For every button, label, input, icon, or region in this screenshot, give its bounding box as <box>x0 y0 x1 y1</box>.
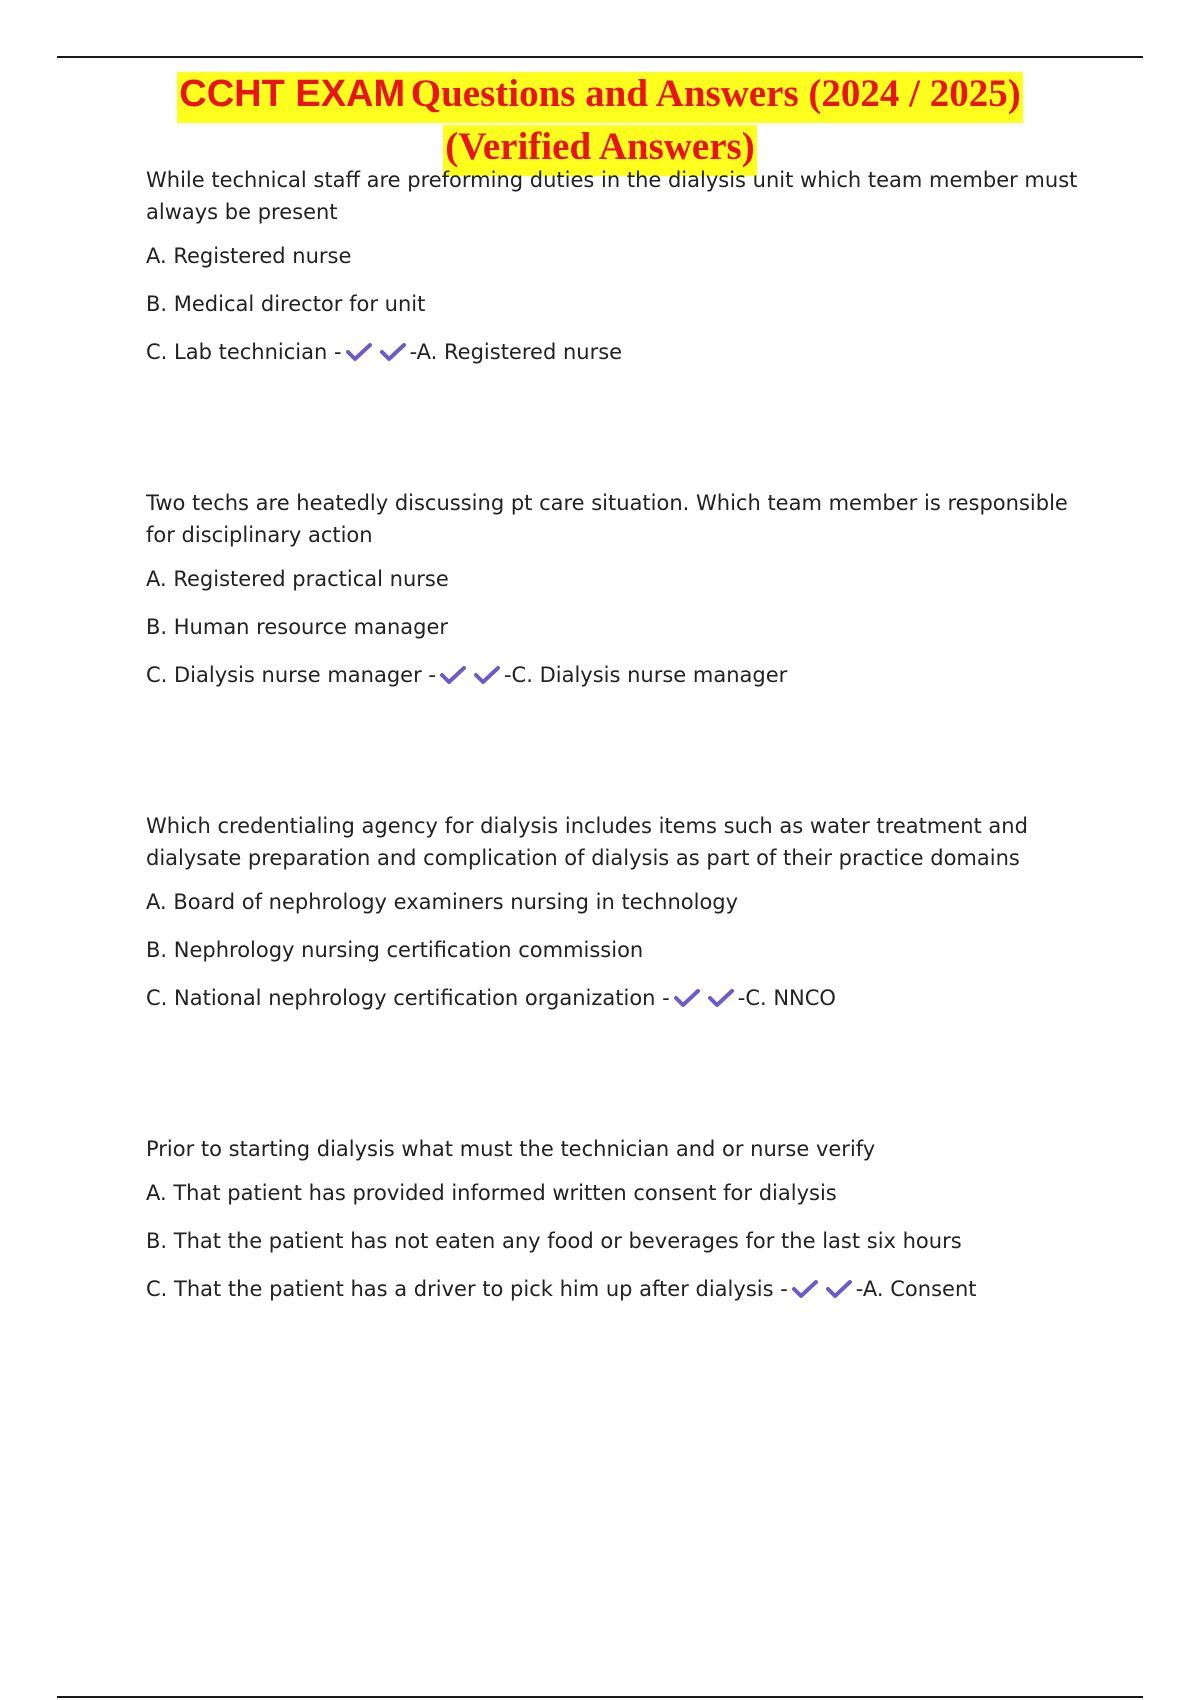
option-a: A. Registered nurse <box>146 244 352 268</box>
option-a: A. Registered practical nurse <box>146 567 449 591</box>
question-list <box>146 164 1096 1456</box>
title-exam-name: CCHT EXAM <box>179 73 406 115</box>
option-b: B. Medical director for unit <box>146 292 426 316</box>
answer-text: -A. Consent <box>855 1277 977 1301</box>
answer-text: -C. NNCO <box>737 986 836 1010</box>
option-c: C. National nephrology certification organization - <box>146 986 670 1010</box>
question-block <box>146 164 1096 487</box>
question-block <box>146 487 1096 810</box>
check-icon <box>707 987 735 1009</box>
answer-text: -A. Registered nurse <box>409 340 623 364</box>
check-icon <box>473 664 501 686</box>
option-c-with-answer <box>146 338 1096 366</box>
option-a: A. That patient has provided informed written consent for dialysis <box>146 1181 837 1205</box>
check-icon <box>345 341 373 363</box>
check-icon <box>673 987 701 1009</box>
option-b: B. Nephrology nursing certification commission <box>146 938 644 962</box>
question-block <box>146 1133 1096 1456</box>
option-c: C. Lab technician - <box>146 340 342 364</box>
title-subtitle: Questions and Answers (2024 / 2025) <box>410 72 1021 115</box>
title-line-1 <box>177 72 1022 123</box>
question-text: While technical staff are preforming duties in the dialysis unit which team member must always be present <box>146 168 1078 224</box>
option-c-with-answer <box>146 984 1096 1012</box>
question-text: Which credentialing agency for dialysis includes items such as water treatment and dialysate preparation and complication of dialysis as part of their practice domains <box>146 814 1028 870</box>
option-c-with-answer <box>146 661 1096 689</box>
check-icon <box>825 1278 853 1300</box>
bottom-rule <box>57 1696 1143 1698</box>
top-rule <box>57 56 1143 58</box>
option-b: B. That the patient has not eaten any food or beverages for the last six hours <box>146 1229 962 1253</box>
question-text: Two techs are heatedly discussing pt care situation. Which team member is responsible for disciplinary action <box>146 491 1068 547</box>
check-icon <box>379 341 407 363</box>
option-c: C. Dialysis nurse manager - <box>146 663 436 687</box>
option-c: C. That the patient has a driver to pick him up after dialysis - <box>146 1277 788 1301</box>
question-block <box>146 810 1096 1133</box>
option-b: B. Human resource manager <box>146 615 449 639</box>
option-a: A. Board of nephrology examiners nursing in technology <box>146 890 739 914</box>
document-title <box>0 72 1200 176</box>
answer-text: -C. Dialysis nurse manager <box>503 663 788 687</box>
title-verified: (Verified Answers) <box>445 125 755 168</box>
check-icon <box>439 664 467 686</box>
question-text: Prior to starting dialysis what must the technician and or nurse verify <box>146 1137 876 1161</box>
option-c-with-answer <box>146 1275 1096 1303</box>
check-icon <box>791 1278 819 1300</box>
